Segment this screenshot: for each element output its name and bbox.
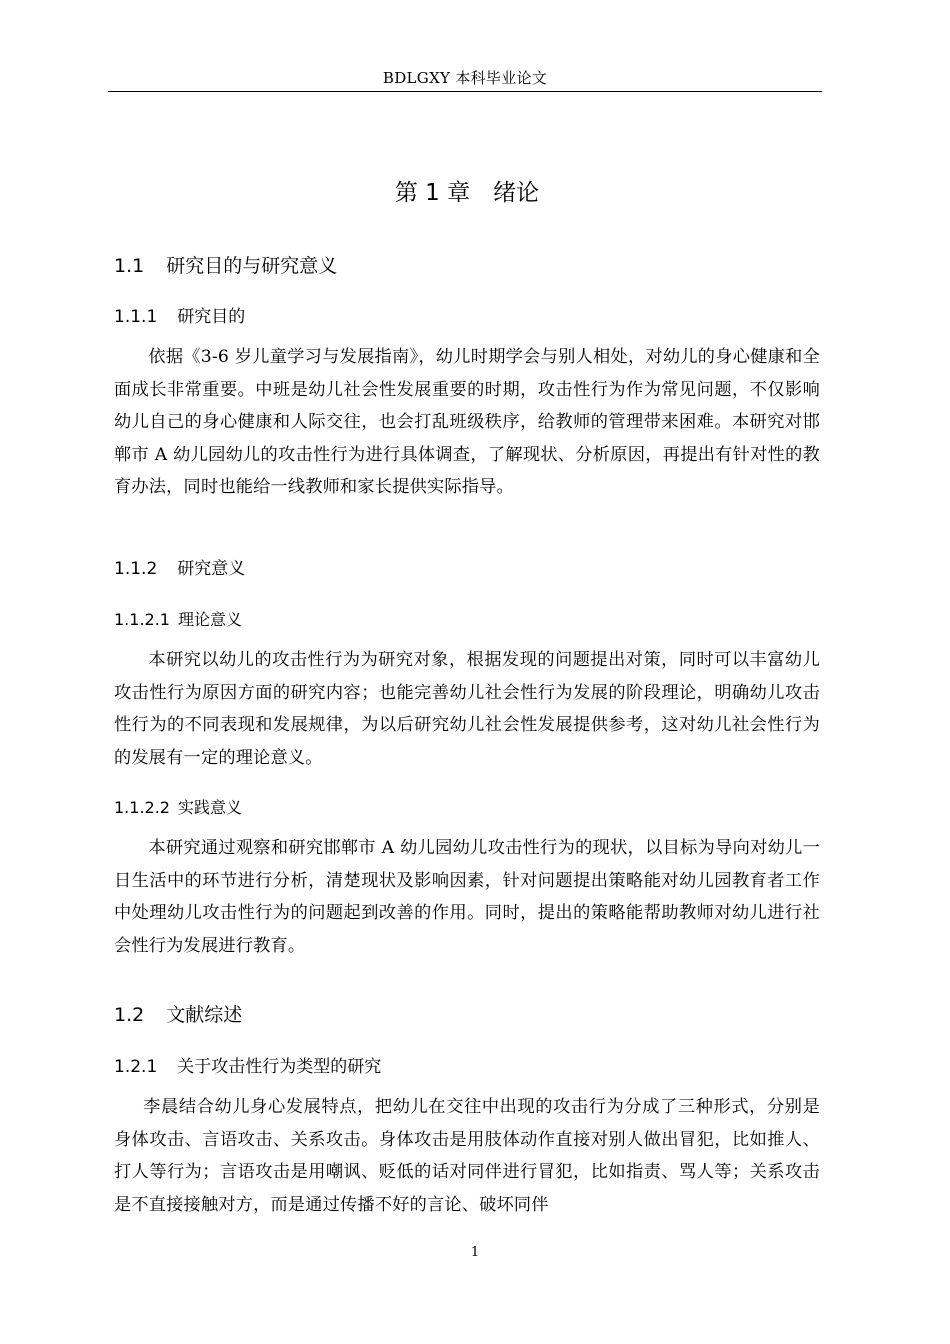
- section-heading-1-2: [114, 1000, 242, 1030]
- section-number: 1.1.2.2: [114, 798, 170, 817]
- section-heading-1-1: [114, 251, 337, 281]
- section-heading-1-2-1: [114, 1053, 381, 1081]
- section-title: 关于攻击性行为类型的研究: [177, 1057, 382, 1077]
- paragraph-theory: 本研究以幼儿的攻击性行为为研究对象，根据发现的问题提出对策，同时可以丰富幼儿攻击性行为原因方面的研究内容；也能完善幼儿社会性行为发展的阶段理论，明确幼儿攻击性行为的不同表现和发展规律，为以后研究幼儿社会性发展提供参考，这对幼儿社会性行为的发展有一定的理论意义。: [114, 650, 820, 768]
- section-title: 研究目的与研究意义: [166, 255, 338, 277]
- section-title: 研究意义: [177, 559, 246, 579]
- section-heading-1-1-1: [114, 303, 245, 331]
- section-number: 1.1.2.1: [114, 610, 170, 629]
- section-number: 1.1: [114, 255, 145, 277]
- section-heading-1-1-2: [114, 555, 245, 583]
- page-number: 1: [470, 1245, 480, 1260]
- paragraph-purpose: 依据《3-6 岁儿童学习与发展指南》，幼儿时期学会与别人相处，对幼儿的身心健康和全面成长非常重要。中班是幼儿社会性发展重要的时期，攻击性行为作为常见问题，不仅影响幼儿自己的身心健康和人际交往，也会打乱班级秩序，给教师的管理带来困难。本研究对邯郸市 A 幼儿园幼儿的攻击性行为进行具体调查，了解现状、分析原因，再提出有针对性的教育办法，同时也能给一线教师和家长提供实际指导。: [114, 347, 820, 497]
- paragraph-practice: 本研究通过观察和研究邯郸市 A 幼儿园幼儿攻击性行为的现状，以目标为导向对幼儿一日生活中的环节进行分析，清楚现状及影响因素，针对问题提出策略能对幼儿园教育者工作中处理幼儿攻击性行为的问题起到改善的作用。同时，提出的策略能帮助教师对幼儿进行社会性行为发展进行教育。: [114, 838, 820, 956]
- header-rule: [108, 91, 822, 92]
- page-header: BDLGXY 本科毕业论文: [382, 69, 548, 87]
- paragraph-types: 李晨结合幼儿身心发展特点，把幼儿在交往中出现的攻击行为分成了三种形式，分别是身体攻击、言语攻击、关系攻击。身体攻击是用肢体动作直接对别人做出冒犯，比如推人、打人等行为；言语攻击是用嘲讽、贬低的话对同伴进行冒犯，比如指责、骂人等；关系攻击是不直接接触对方，而是通过传播不好的言论、破坏同伴: [114, 1097, 820, 1215]
- section-title: 实践意义: [177, 798, 242, 817]
- section-title: 文献综述: [166, 1004, 243, 1026]
- section-heading-1-1-2-2: [114, 795, 242, 821]
- section-title: 研究目的: [177, 307, 246, 327]
- section-number: 1.2.1: [114, 1057, 158, 1077]
- section-title: 理论意义: [177, 610, 242, 629]
- section-number: 1.1.2: [114, 559, 158, 579]
- section-number: 1.2: [114, 1004, 145, 1026]
- section-heading-1-1-2-1: [114, 607, 242, 633]
- section-number: 1.1.1: [114, 307, 158, 327]
- chapter-title: 第 1 章 绪论: [394, 180, 540, 206]
